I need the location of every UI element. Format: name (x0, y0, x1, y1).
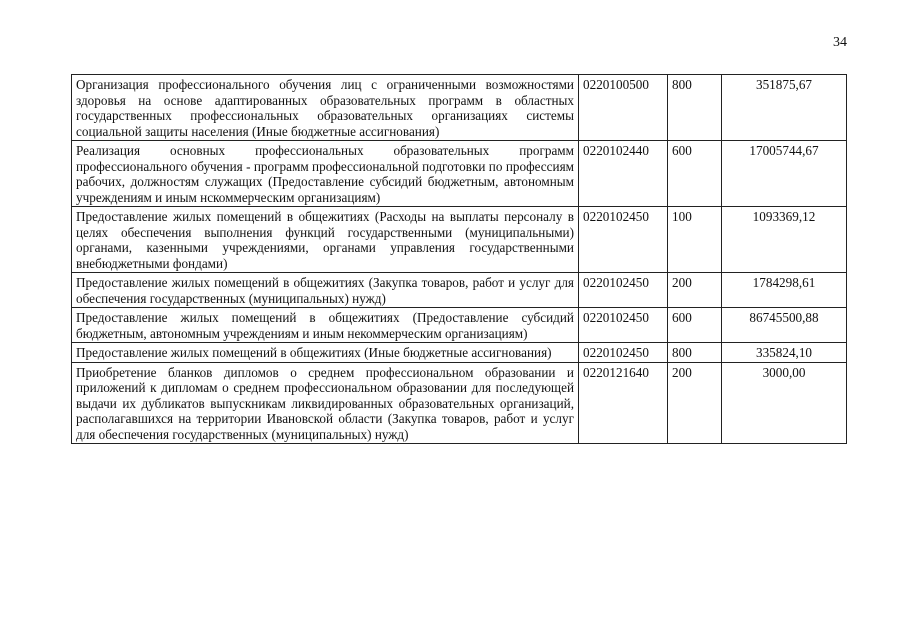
table-row (72, 273, 847, 308)
row-amount: 1784298,61 (722, 273, 847, 308)
row-expense-type: 200 (668, 273, 722, 308)
row-target-code: 0220102450 (579, 343, 668, 363)
row-amount: 351875,67 (722, 75, 847, 141)
row-amount: 3000,00 (722, 362, 847, 444)
row-expense-type: 600 (668, 141, 722, 207)
row-description: Предоставление жилых помещений в общежитиях (Иные бюджетные ассигнования) (72, 343, 579, 363)
row-description: Реализация основных профессиональных образовательных программ профессионального обучения - программ профессиональной подготовки по профессиям рабочих, должностям служащих (Предоставление субсидий бюджетным, автономным учреждениям и иным нскоммерческим организациям) (72, 141, 579, 207)
row-expense-type: 600 (668, 308, 722, 343)
row-description: Предоставление жилых помещений в общежитиях (Закупка товаров, работ и услуг для обеспечения государственных (муниципальных) нужд) (72, 273, 579, 308)
row-description: Приобретение бланков дипломов о среднем профессиональном образовании и приложений к дипломам о среднем профессиональном образовании для последующей выдачи их дубликатов выпускникам ликвидированных образовательных организаций, располагавшихся на территории Ивановской области (Закупка товаров, работ и услуг для обеспечения государственных (муниципальных) нужд) (72, 362, 579, 444)
table-row (72, 141, 847, 207)
row-expense-type: 200 (668, 362, 722, 444)
row-description: Предоставление жилых помещений в общежитиях (Расходы на выплаты персоналу в целях обеспечения выполнения функций государственными (муниципальными) органами, казенными учреждениями, органами управления государственными внебюджетными фондами) (72, 207, 579, 273)
row-target-code: 0220102450 (579, 273, 668, 308)
table-row (72, 362, 847, 444)
row-description: Предоставление жилых помещений в общежитиях (Предоставление субсидий бюджетным, автономным учреждениям и иным некоммерческим организациям) (72, 308, 579, 343)
row-expense-type: 800 (668, 75, 722, 141)
row-expense-type: 100 (668, 207, 722, 273)
table-row (72, 308, 847, 343)
row-target-code: 0220102450 (579, 308, 668, 343)
row-description: Организация профессионального обучения лиц с ограниченными возможностями здоровья на основе адаптированных образовательных программ в областных государственных профессиональных образовательных организациях системы социальной защиты населения (Иные бюджетные ассигнования) (72, 75, 579, 141)
page-number: 34 (833, 35, 847, 50)
row-amount: 17005744,67 (722, 141, 847, 207)
table-row (72, 343, 847, 363)
table-row (72, 207, 847, 273)
row-target-code: 0220100500 (579, 75, 668, 141)
row-amount: 335824,10 (722, 343, 847, 363)
row-expense-type: 800 (668, 343, 722, 363)
row-target-code: 0220102450 (579, 207, 668, 273)
row-target-code: 0220102440 (579, 141, 668, 207)
table-row (72, 75, 847, 141)
budget-table (71, 74, 847, 444)
row-amount: 86745500,88 (722, 308, 847, 343)
row-target-code: 0220121640 (579, 362, 668, 444)
row-amount: 1093369,12 (722, 207, 847, 273)
